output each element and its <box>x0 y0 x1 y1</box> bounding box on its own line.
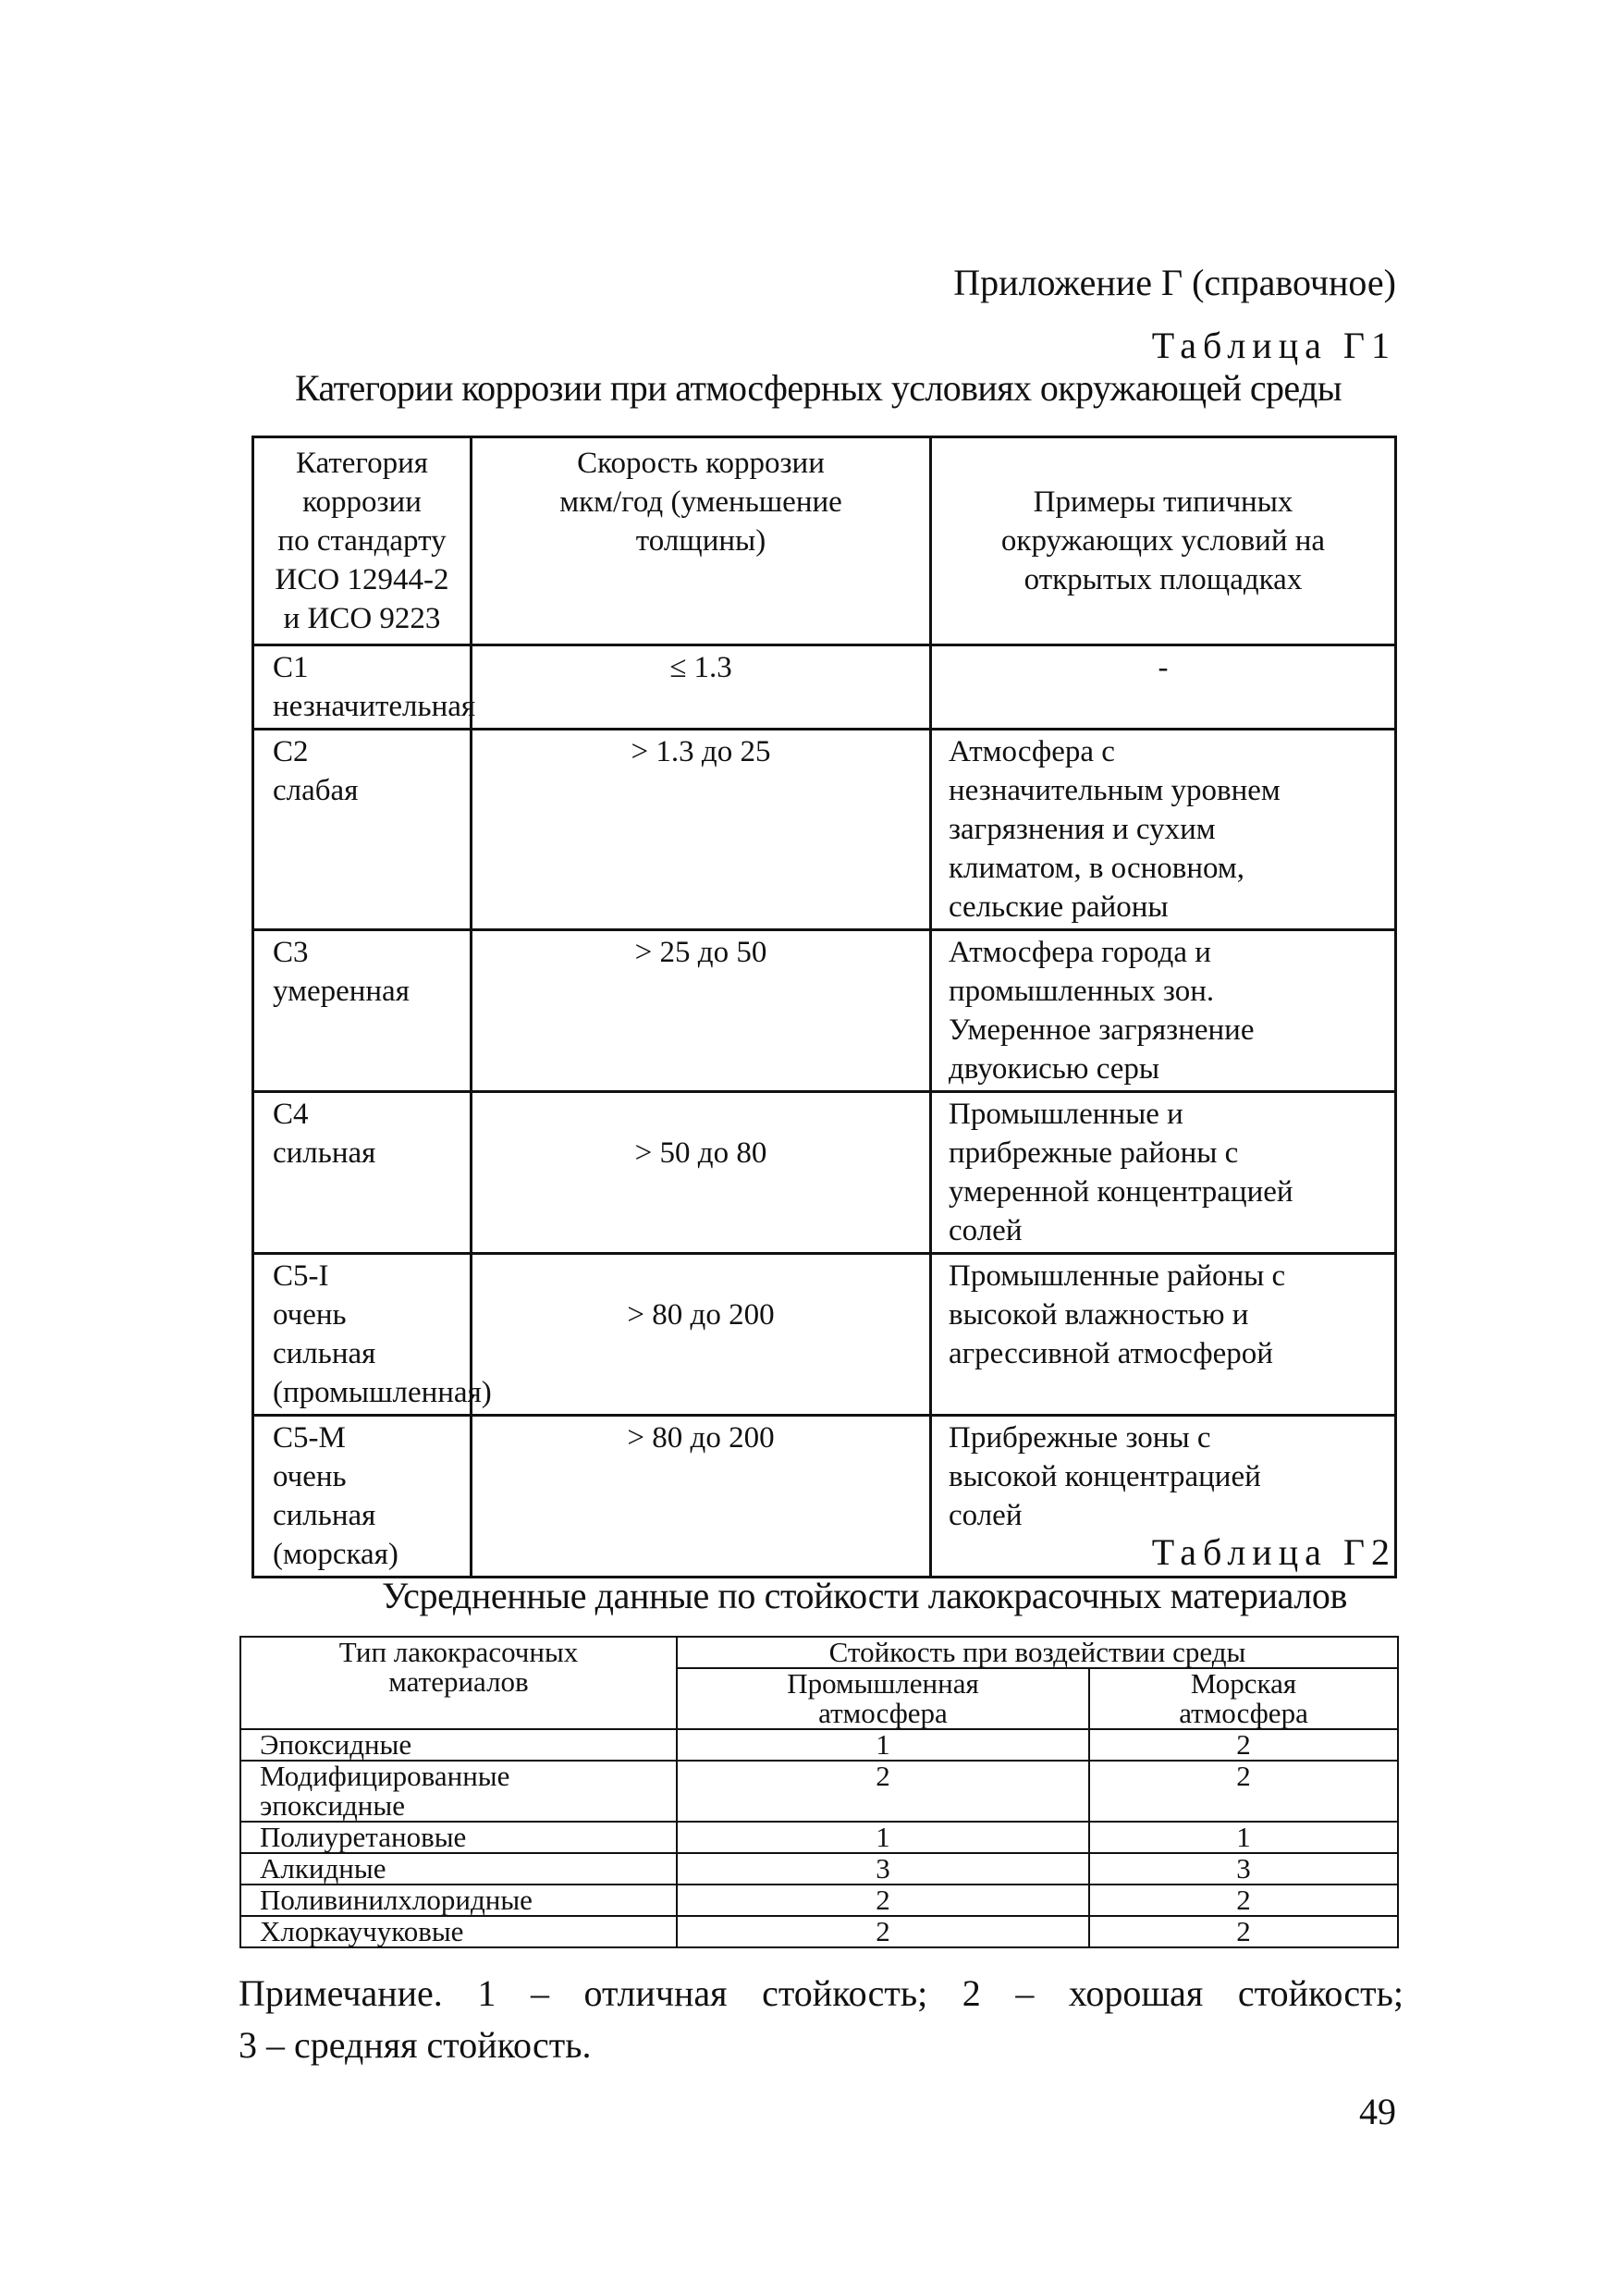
examples-cell <box>931 730 1396 930</box>
industrial-rating: 2 <box>677 1885 1089 1916</box>
category-code: C4 <box>273 1098 309 1131</box>
marine-rating: 2 <box>1089 1916 1398 1947</box>
industrial-rating: 1 <box>677 1729 1089 1761</box>
header-line: по стандарту <box>277 524 447 558</box>
table-row <box>240 1885 1398 1916</box>
table-row <box>240 1761 1398 1822</box>
category-name: умеренная <box>273 975 410 1008</box>
example-line: Умеренное загрязнение <box>949 1013 1255 1047</box>
example-line: высокой концентрацией <box>949 1460 1261 1493</box>
header-industrial <box>677 1668 1089 1729</box>
coating-name-line: Модифицированные <box>260 1760 510 1792</box>
marine-rating: 2 <box>1089 1885 1398 1916</box>
header-examples <box>931 437 1396 645</box>
coating-name: Поливинилхлоридные <box>240 1885 677 1916</box>
rate-cell: > 50 до 80 <box>472 1092 931 1254</box>
category-name: слабая <box>273 774 359 807</box>
rate-cell: > 80 до 200 <box>472 1416 931 1578</box>
marine-rating: 2 <box>1089 1761 1398 1822</box>
category-cell <box>253 730 472 930</box>
appendix-title: Приложение Г (справочное) <box>953 262 1396 303</box>
industrial-rating: 2 <box>677 1916 1089 1947</box>
note-line-2: 3 – средняя стойкость. <box>239 2024 592 2066</box>
marine-rating: 1 <box>1089 1822 1398 1853</box>
category-cell <box>253 1092 472 1254</box>
category-name: незначительная <box>273 690 476 723</box>
rate-cell: > 80 до 200 <box>472 1254 931 1416</box>
table-row <box>253 930 1396 1092</box>
table-row <box>240 1822 1398 1853</box>
table-g2-label: Таблица Г2 <box>1151 1531 1396 1573</box>
examples-cell <box>931 1092 1396 1254</box>
table-row <box>240 1916 1398 1947</box>
category-name: сильная <box>273 1136 376 1170</box>
coating-resistance-table <box>239 1636 1399 1948</box>
table-row <box>240 1729 1398 1761</box>
examples-cell <box>931 1254 1396 1416</box>
header-marine <box>1089 1668 1398 1729</box>
category-subtype: (морская) <box>273 1538 398 1571</box>
note-line-1: Примечание. 1 – отличная стойкость; 2 – хорошая стойкость; <box>239 1972 1403 2014</box>
category-cell <box>253 645 476 730</box>
header-line: мкм/год (уменьшение <box>559 485 842 519</box>
coating-name: Эпоксидные <box>240 1729 677 1761</box>
header-rate <box>472 437 931 645</box>
coating-name: Алкидные <box>240 1853 677 1885</box>
coating-name <box>240 1761 677 1822</box>
marine-rating: 2 <box>1089 1729 1398 1761</box>
header-line: Тип лакокрасочных <box>338 1636 579 1668</box>
table-header-row <box>240 1637 1398 1668</box>
example-line: прибрежные районы с <box>949 1136 1239 1170</box>
header-line: Примеры типичных <box>1033 485 1293 519</box>
header-line: и ИСО 9223 <box>283 602 441 635</box>
table-row <box>253 1092 1396 1254</box>
header-line: атмосфера <box>1179 1697 1308 1729</box>
industrial-rating: 3 <box>677 1853 1089 1885</box>
example-line: высокой влажностью и <box>949 1298 1249 1332</box>
example-line: незначительным уровнем <box>949 774 1281 807</box>
example-line: - <box>1158 651 1169 684</box>
header-coating-type <box>240 1637 677 1729</box>
header-line: атмосфера <box>818 1697 948 1729</box>
example-line: солей <box>949 1499 1023 1532</box>
header-line: материалов <box>388 1665 529 1698</box>
header-line: толщины) <box>635 524 766 558</box>
coating-name-line: эпоксидные <box>260 1789 405 1822</box>
example-line: Атмосфера с <box>949 735 1115 768</box>
example-line: загрязнения и сухим <box>949 813 1216 846</box>
example-line: солей <box>949 1214 1023 1247</box>
example-line: Атмосфера города и <box>949 936 1211 969</box>
header-category <box>253 437 472 645</box>
industrial-rating: 2 <box>677 1761 1089 1822</box>
coating-name: Полиуретановые <box>240 1822 677 1853</box>
example-line: промышленных зон. <box>949 975 1215 1008</box>
example-line: сельские районы <box>949 890 1169 924</box>
category-code: C3 <box>273 936 309 969</box>
rate-cell: > 25 до 50 <box>472 930 931 1092</box>
header-line: ИСО 12944-2 <box>275 563 449 596</box>
header-line: Морская <box>1190 1667 1297 1700</box>
table-g1-caption: Категории коррозии при атмосферных условиях окружающей среды <box>294 367 1342 409</box>
category-subtype: (промышленная) <box>273 1376 492 1409</box>
example-line: агрессивной атмосферой <box>949 1337 1273 1370</box>
example-line: умеренной концентрацией <box>949 1175 1293 1209</box>
header-resistance-group: Стойкость при воздействии среды <box>677 1637 1398 1668</box>
example-line: двуокисью серы <box>949 1052 1160 1086</box>
header-line: Скорость коррозии <box>577 447 825 480</box>
table-row <box>253 730 1396 930</box>
category-cell <box>253 1254 492 1416</box>
coating-name: Хлоркаучуковые <box>240 1916 677 1947</box>
marine-rating: 3 <box>1089 1853 1398 1885</box>
example-line: климатом, в основном, <box>949 852 1245 885</box>
examples-cell <box>931 930 1396 1092</box>
header-line: Промышленная <box>787 1667 979 1700</box>
rate-cell: ≤ 1.3 <box>472 645 931 730</box>
table-g2-caption: Усредненные данные по стойкости лакокрасочных материалов <box>382 1575 1347 1616</box>
corrosion-categories-table <box>251 436 1397 1578</box>
example-line: Промышленные районы с <box>949 1259 1286 1293</box>
table-g1-label: Таблица Г1 <box>1151 325 1396 366</box>
table-row <box>253 645 1396 730</box>
category-cell <box>253 930 472 1092</box>
table-header-row <box>253 437 1396 645</box>
header-line: окружающих условий на <box>1000 524 1326 558</box>
category-code: C5-I <box>273 1259 329 1293</box>
category-name: очень сильная <box>273 1298 376 1370</box>
header-line: Категория коррозии <box>296 447 428 519</box>
example-line: Промышленные и <box>949 1098 1183 1131</box>
category-code: C1 <box>273 651 309 684</box>
industrial-rating: 1 <box>677 1822 1089 1853</box>
rate-cell: > 1.3 до 25 <box>472 730 931 930</box>
header-line: открытых площадках <box>1024 563 1303 596</box>
category-name: очень сильная <box>273 1460 376 1532</box>
table-row <box>253 1254 1396 1416</box>
category-code: C2 <box>273 735 309 768</box>
examples-cell <box>931 645 1396 730</box>
example-line: Прибрежные зоны с <box>949 1421 1211 1455</box>
table-row <box>240 1853 1398 1885</box>
table-note <box>239 1968 1403 2071</box>
page-number: 49 <box>1359 2091 1396 2132</box>
category-code: C5-M <box>273 1421 346 1455</box>
category-cell <box>253 1416 472 1578</box>
